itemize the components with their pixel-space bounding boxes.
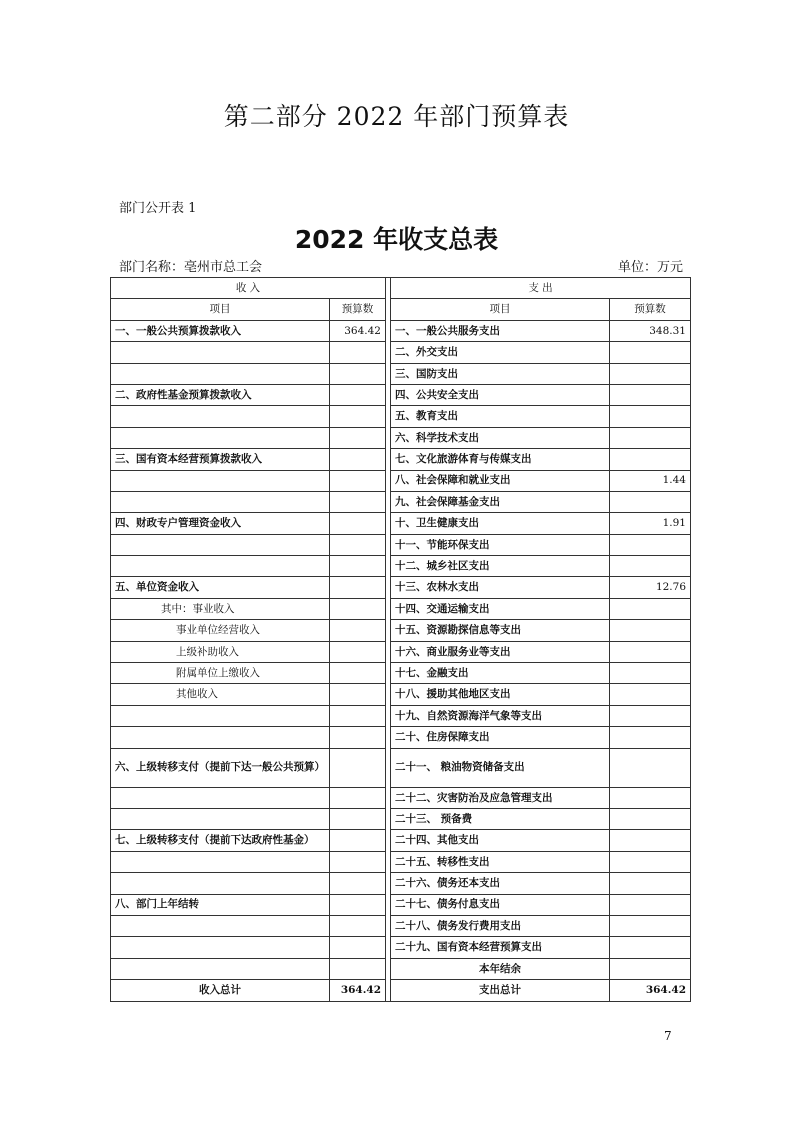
expense-value xyxy=(610,663,691,684)
expense-item: 二十五、转移性支出 xyxy=(391,851,610,872)
expense-item: 二十四、其他支出 xyxy=(391,830,610,851)
expense-item: 九、社会保障基金支出 xyxy=(391,491,610,512)
expense-item: 十、卫生健康支出 xyxy=(391,513,610,534)
income-total-value: 364.42 xyxy=(330,980,386,1001)
income-item xyxy=(111,851,330,872)
expense-item: 十七、金融支出 xyxy=(391,663,610,684)
expense-value xyxy=(610,384,691,405)
department-name: 部门名称：亳州市总工会 xyxy=(119,260,263,275)
expense-value xyxy=(610,808,691,829)
expense-value: 348.31 xyxy=(610,320,691,341)
expense-value: 1.44 xyxy=(610,470,691,491)
income-item xyxy=(111,705,330,726)
income-item xyxy=(111,958,330,979)
table-row xyxy=(111,727,691,748)
expense-value xyxy=(610,598,691,619)
income-item xyxy=(111,427,330,448)
expense-item: 六、科学技术支出 xyxy=(391,427,610,448)
column-header-row xyxy=(111,299,691,320)
table-number: 部门公开表 1 xyxy=(119,201,197,216)
income-value xyxy=(330,363,386,384)
expense-item: 本年结余 xyxy=(391,958,610,979)
income-item xyxy=(111,808,330,829)
expense-item: 二十六、债务还本支出 xyxy=(391,873,610,894)
income-value xyxy=(330,937,386,958)
table-row xyxy=(111,534,691,555)
table-row xyxy=(111,620,691,641)
expense-value xyxy=(610,620,691,641)
expense-item: 十二、城乡社区支出 xyxy=(391,556,610,577)
page-number: 7 xyxy=(664,1029,672,1043)
income-value xyxy=(330,851,386,872)
expense-budget-header: 预算数 xyxy=(610,299,691,320)
table-row xyxy=(111,363,691,384)
expense-value xyxy=(610,641,691,662)
expense-value xyxy=(610,894,691,915)
income-item: 五、单位资金收入 xyxy=(111,577,330,598)
income-value xyxy=(330,894,386,915)
income-item xyxy=(111,727,330,748)
income-value xyxy=(330,342,386,363)
income-item xyxy=(111,406,330,427)
expense-value xyxy=(610,449,691,470)
expense-value xyxy=(610,684,691,705)
income-budget-header: 预算数 xyxy=(330,299,386,320)
income-value xyxy=(330,748,386,787)
expense-item: 十三、农林水支出 xyxy=(391,577,610,598)
expense-value xyxy=(610,958,691,979)
income-value xyxy=(330,620,386,641)
expense-item: 二十九、国有资本经营预算支出 xyxy=(391,937,610,958)
expense-item: 七、文化旅游体育与传媒支出 xyxy=(391,449,610,470)
expense-item: 十四、交通运输支出 xyxy=(391,598,610,619)
income-total-label: 收入总计 xyxy=(111,980,330,1001)
income-item xyxy=(111,491,330,512)
table-row xyxy=(111,320,691,341)
expense-item: 一、一般公共服务支出 xyxy=(391,320,610,341)
expense-item: 二十、住房保障支出 xyxy=(391,727,610,748)
table-row xyxy=(111,851,691,872)
expense-item: 五、教育支出 xyxy=(391,406,610,427)
table-row xyxy=(111,406,691,427)
expense-value xyxy=(610,556,691,577)
income-header: 收 入 xyxy=(111,278,386,299)
expense-item: 二十二、灾害防治及应急管理支出 xyxy=(391,787,610,808)
expense-item: 十九、自然资源海洋气象等支出 xyxy=(391,705,610,726)
income-item xyxy=(111,787,330,808)
income-value xyxy=(330,684,386,705)
income-item: 七、上级转移支付（提前下达政府性基金） xyxy=(111,830,330,851)
income-value xyxy=(330,808,386,829)
income-item: 四、财政专户管理资金收入 xyxy=(111,513,330,534)
expense-value xyxy=(610,830,691,851)
table-row xyxy=(111,830,691,851)
table-row xyxy=(111,641,691,662)
section-header-row xyxy=(111,278,691,299)
income-value: 364.42 xyxy=(330,320,386,341)
expense-item: 八、社会保障和就业支出 xyxy=(391,470,610,491)
table-row xyxy=(111,556,691,577)
expense-value xyxy=(610,427,691,448)
expense-value xyxy=(610,363,691,384)
expense-value: 1.91 xyxy=(610,513,691,534)
expense-item: 十一、节能环保支出 xyxy=(391,534,610,555)
expense-value xyxy=(610,748,691,787)
income-value xyxy=(330,406,386,427)
income-value xyxy=(330,470,386,491)
expense-value xyxy=(610,705,691,726)
income-value xyxy=(330,513,386,534)
income-item xyxy=(111,534,330,555)
table-row xyxy=(111,663,691,684)
income-item xyxy=(111,915,330,936)
expense-value xyxy=(610,873,691,894)
income-value xyxy=(330,556,386,577)
table-row xyxy=(111,577,691,598)
table-row xyxy=(111,873,691,894)
income-value xyxy=(330,705,386,726)
income-item: 其中：事业收入 xyxy=(111,598,330,619)
income-item: 上级补助收入 xyxy=(111,641,330,662)
table-row xyxy=(111,449,691,470)
part-title: 第二部分 2022 年部门预算表 xyxy=(223,102,570,131)
income-item xyxy=(111,470,330,491)
expense-value xyxy=(610,491,691,512)
table-row xyxy=(111,705,691,726)
income-value xyxy=(330,958,386,979)
income-item: 二、政府性基金预算拨款收入 xyxy=(111,384,330,405)
table-row xyxy=(111,937,691,958)
unit-label: 单位：万元 xyxy=(617,260,683,275)
income-item xyxy=(111,873,330,894)
expense-value xyxy=(610,915,691,936)
income-value xyxy=(330,727,386,748)
income-item: 附属单位上缴收入 xyxy=(111,663,330,684)
table-row xyxy=(111,513,691,534)
expense-value xyxy=(610,406,691,427)
table-row xyxy=(111,958,691,979)
expense-item: 十六、商业服务业等支出 xyxy=(391,641,610,662)
table-row xyxy=(111,748,691,787)
budget-table xyxy=(110,277,691,1002)
table-row xyxy=(111,915,691,936)
income-value xyxy=(330,830,386,851)
income-item: 三、国有资本经营预算拨款收入 xyxy=(111,449,330,470)
expense-value xyxy=(610,342,691,363)
income-value xyxy=(330,598,386,619)
table-row xyxy=(111,470,691,491)
expense-item: 三、国防支出 xyxy=(391,363,610,384)
income-value xyxy=(330,663,386,684)
expense-item: 二十一、 粮油物资储备支出 xyxy=(391,748,610,787)
income-value xyxy=(330,491,386,512)
income-item xyxy=(111,937,330,958)
expense-value xyxy=(610,727,691,748)
income-item: 事业单位经营收入 xyxy=(111,620,330,641)
expense-value xyxy=(610,787,691,808)
income-value xyxy=(330,641,386,662)
table-row xyxy=(111,427,691,448)
income-value xyxy=(330,915,386,936)
table-row xyxy=(111,342,691,363)
income-item: 其他收入 xyxy=(111,684,330,705)
table-row xyxy=(111,598,691,619)
expense-item-header: 项目 xyxy=(391,299,610,320)
expense-total-value: 364.42 xyxy=(610,980,691,1001)
table-row xyxy=(111,491,691,512)
income-value xyxy=(330,873,386,894)
expense-header: 支 出 xyxy=(391,278,691,299)
income-item xyxy=(111,556,330,577)
expense-item: 四、公共安全支出 xyxy=(391,384,610,405)
income-item: 六、上级转移支付（提前下达一般公共预算） xyxy=(111,748,330,787)
income-value xyxy=(330,534,386,555)
expense-value xyxy=(610,534,691,555)
table-row xyxy=(111,787,691,808)
table-row xyxy=(111,894,691,915)
income-item xyxy=(111,363,330,384)
expense-item: 二、外交支出 xyxy=(391,342,610,363)
table-row xyxy=(111,684,691,705)
expense-item: 二十八、债务发行费用支出 xyxy=(391,915,610,936)
income-item xyxy=(111,342,330,363)
expense-item: 二十七、债务付息支出 xyxy=(391,894,610,915)
income-value xyxy=(330,787,386,808)
income-item: 一、一般公共预算拨款收入 xyxy=(111,320,330,341)
income-value xyxy=(330,427,386,448)
total-row xyxy=(111,980,691,1001)
expense-value xyxy=(610,937,691,958)
expense-item: 二十三、 预备费 xyxy=(391,808,610,829)
income-item-header: 项目 xyxy=(111,299,330,320)
income-value xyxy=(330,384,386,405)
income-value xyxy=(330,577,386,598)
expense-item: 十五、资源勘探信息等支出 xyxy=(391,620,610,641)
expense-value xyxy=(610,851,691,872)
table-row xyxy=(111,384,691,405)
table-title: 2022 年收支总表 xyxy=(294,225,499,254)
expense-total-label: 支出总计 xyxy=(391,980,610,1001)
expense-value: 12.76 xyxy=(610,577,691,598)
table-row xyxy=(111,808,691,829)
income-item: 八、部门上年结转 xyxy=(111,894,330,915)
expense-item: 十八、援助其他地区支出 xyxy=(391,684,610,705)
income-value xyxy=(330,449,386,470)
